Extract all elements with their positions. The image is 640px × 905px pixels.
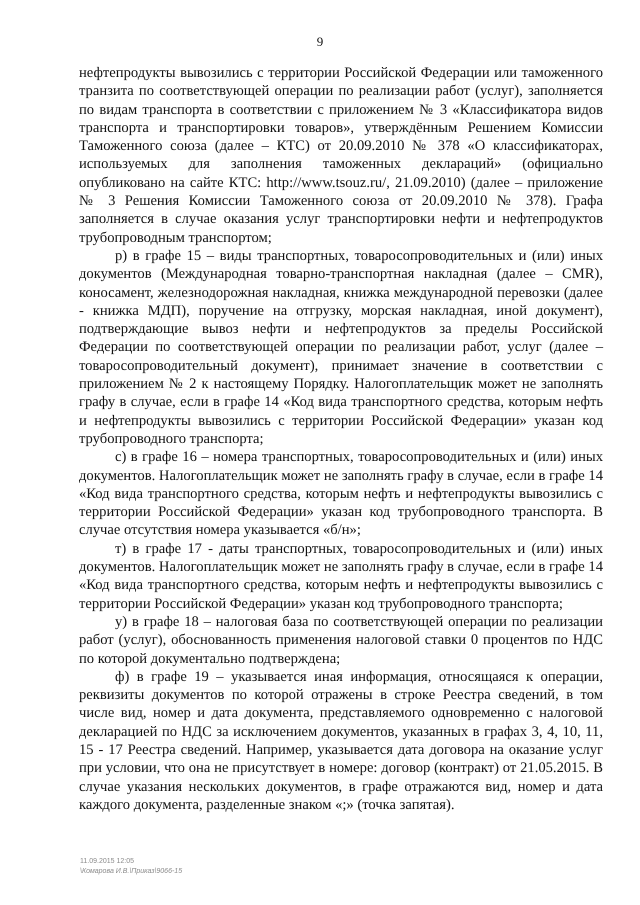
- paragraph-item-s: с) в графе 16 – номера транспортных, товаросопроводительных и (или) иных документов. Налогоплательщик может не заполнять графу в случае, если в графе 14 «Код вида транспортного средства, которым нефть и нефтепродукты вывозились с территории Российской Федерации» указан код трубопроводного транспорта. В случае отсутствия номера указывается «б/н»;: [79, 449, 603, 539]
- page-number: 9: [316, 34, 324, 49]
- paragraph-item-u: у) в графе 18 – налоговая база по соответствующей операции по реализации работ (услуг), обоснованность применения налоговой ставки 0 процентов по НДС по которой документально подтверждена;: [79, 613, 603, 667]
- paragraph-item-t: т) в графе 17 - даты транспортных, товаросопроводительных и (или) иных документов. Налогоплательщик может не заполнять графу в случае, если в графе 14 «Код вида транспортного средства, которым нефть и нефтепродукты вывозились с территории Российской Федерации» указан код трубопроводного транспорта;: [79, 540, 603, 612]
- paragraph-continuation: нефтепродукты вывозились с территории Российской Федерации или таможенного транзита по соответствующей операции по реализации работ (услуг), заполняется по видам транспорта в соответствии с приложением № 3 «Классификатора видов транспорта и транспортировки товаров», утверждённым Решением Комиссии Таможенного союза (далее – КТС) от 20.09.2010 № 378 «О классификаторах, используемых для заполнения таможенных деклараций» (официально опубликовано на сайте КТС: http://www.tsouz.ru/, 21.09.2010) (далее – приложение № 3 Решения Комиссии Таможенного союза от 20.09.2010 № 378). Графа заполняется в случае оказания услуг транспортировки нефти и нефтепродуктов трубопроводным транспортом;: [79, 65, 603, 246]
- paragraph-item-r: р) в графе 15 – виды транспортных, товаросопроводительных и (или) иных документов (Международная товарно-транспортная накладная (далее – CMR), коносамент, железнодорожная накладная, книжка международной перевозки (далее - книжка МДП), поручение на отгрузку, морская накладная, иной документ), подтверждающие вывоз нефти и нефтепродуктов за пределы Российской Федерации по соответствующей операции по реализации работ, услуг (далее – товаросопроводительный документ), принимает значение в соответствии с приложением № 2 к настоящему Порядку. Налогоплательщик может не заполнять графу в случае, если в графе 14 «Код вида транспортного средства, которым нефть и нефтепродукты вывозились с территории Российской Федерации» указан код трубопроводного транспорта;: [79, 247, 603, 447]
- page-body: [79, 64, 603, 814]
- footer-file-ref: \Комарова И.В.\Приказ\9066-15: [80, 868, 183, 875]
- print-footer: [80, 857, 182, 877]
- paragraph-item-f: ф) в графе 19 – указывается иная информация, относящаяся к операции, реквизиты документов по которой отражены в строке Реестра сведений, в том числе вид, номер и дата документа, представляемого одновременно с налоговой декларацией по НДС за исключением документов, указанных в графах 3, 4, 10, 11, 15 - 17 Реестра сведений. Например, указывается дата договора на оказание услуг при условии, что она не присутствует в номере: договор (контракт) от 21.05.2015. В случае указания нескольких документов, в графе отражаются вид, номер и дата каждого документа, разделенные знаком «;» (точка запятая).: [79, 668, 603, 813]
- footer-timestamp: 11.09.2015 12:05: [80, 858, 134, 865]
